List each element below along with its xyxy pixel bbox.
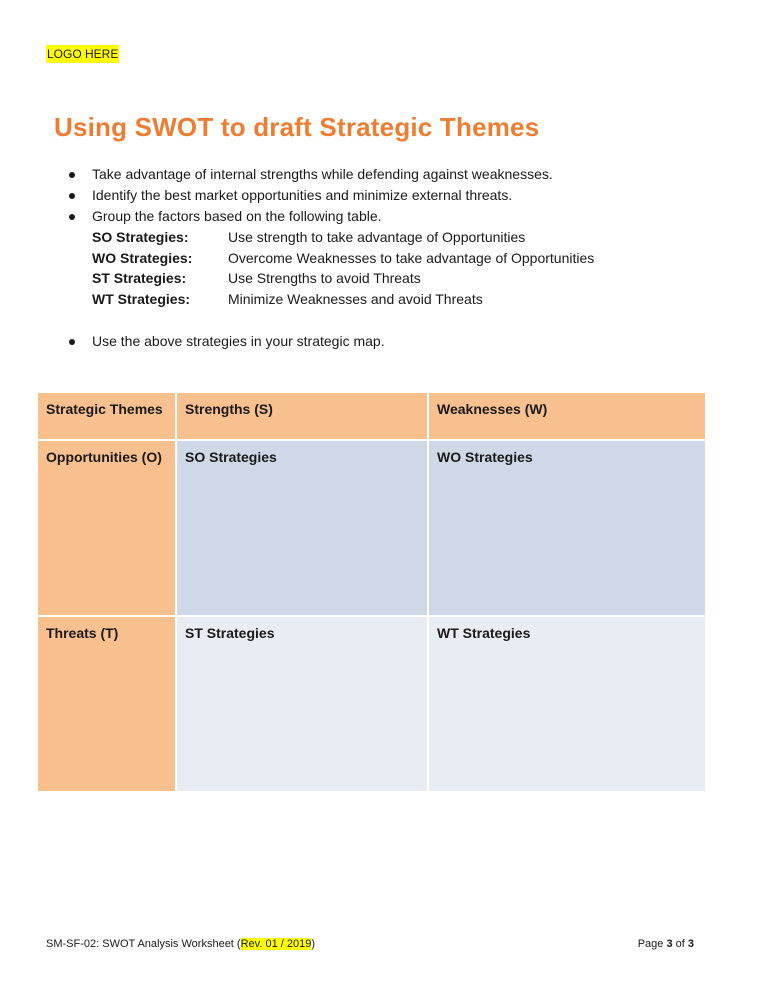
bullet-icon <box>69 214 75 220</box>
bullet-list <box>66 164 706 352</box>
bullet-text: Use the above strategies in your strategic map. <box>92 333 385 349</box>
strategy-text: Minimize Weaknesses and avoid Threats <box>228 290 483 307</box>
footer-doc-suffix: ) <box>311 938 315 950</box>
bullet-icon <box>69 193 75 199</box>
list-item <box>66 185 706 206</box>
bullet-icon <box>69 172 75 178</box>
table-header-cell: Strengths (S) <box>177 393 427 439</box>
strategy-label: ST Strategies: <box>92 270 187 286</box>
strategy-row <box>66 289 706 310</box>
so-strategies-cell[interactable]: SO Strategies <box>177 441 427 615</box>
strategy-text: Overcome Weaknesses to take advantage of Opportunities <box>228 249 595 266</box>
bullet-text: Take advantage of internal strengths while defending against weaknesses. <box>92 166 553 182</box>
footer-doc-id <box>46 938 315 950</box>
footer-doc-prefix: SM-SF-02: SWOT Analysis Worksheet ( <box>46 938 241 950</box>
st-strategies-cell[interactable]: ST Strategies <box>177 617 427 791</box>
page-current: 3 <box>666 938 673 950</box>
footer-page-number <box>638 938 694 950</box>
bullet-text: Group the factors based on the following table. <box>92 208 382 224</box>
strategy-row <box>66 248 706 269</box>
wt-strategies-cell[interactable]: WT Strategies <box>429 617 705 791</box>
strategy-row <box>66 227 706 248</box>
strategy-row <box>66 268 706 289</box>
page-total: 3 <box>687 938 694 950</box>
logo-placeholder: LOGO HERE <box>47 47 119 61</box>
table-header-cell: Weaknesses (W) <box>429 393 705 439</box>
swot-table <box>38 393 705 791</box>
list-item <box>66 206 706 227</box>
bullet-icon <box>69 339 75 345</box>
list-item <box>66 164 706 185</box>
footer-revision: Rev. 01 / 2019 <box>240 938 312 950</box>
spacer <box>66 309 706 331</box>
page-word: Page <box>637 938 667 950</box>
row-header-opportunities: Opportunities (O) <box>38 441 175 615</box>
strategy-label: WT Strategies: <box>92 290 191 307</box>
strategy-label: WO Strategies: <box>92 249 193 266</box>
page-title: Using SWOT to draft Strategic Themes <box>54 112 540 142</box>
strategy-text: Use strength to take advantage of Opportunities <box>228 229 526 245</box>
page-of: of <box>672 938 688 950</box>
wo-strategies-cell[interactable]: WO Strategies <box>429 441 705 615</box>
strategy-label: SO Strategies: <box>92 229 189 245</box>
list-item <box>66 331 706 352</box>
strategy-text: Use Strengths to avoid Threats <box>228 270 421 286</box>
bullet-text: Identify the best market opportunities and minimize external threats. <box>92 187 513 203</box>
row-header-threats: Threats (T) <box>38 617 175 791</box>
table-header-cell: Strategic Themes <box>38 393 175 439</box>
